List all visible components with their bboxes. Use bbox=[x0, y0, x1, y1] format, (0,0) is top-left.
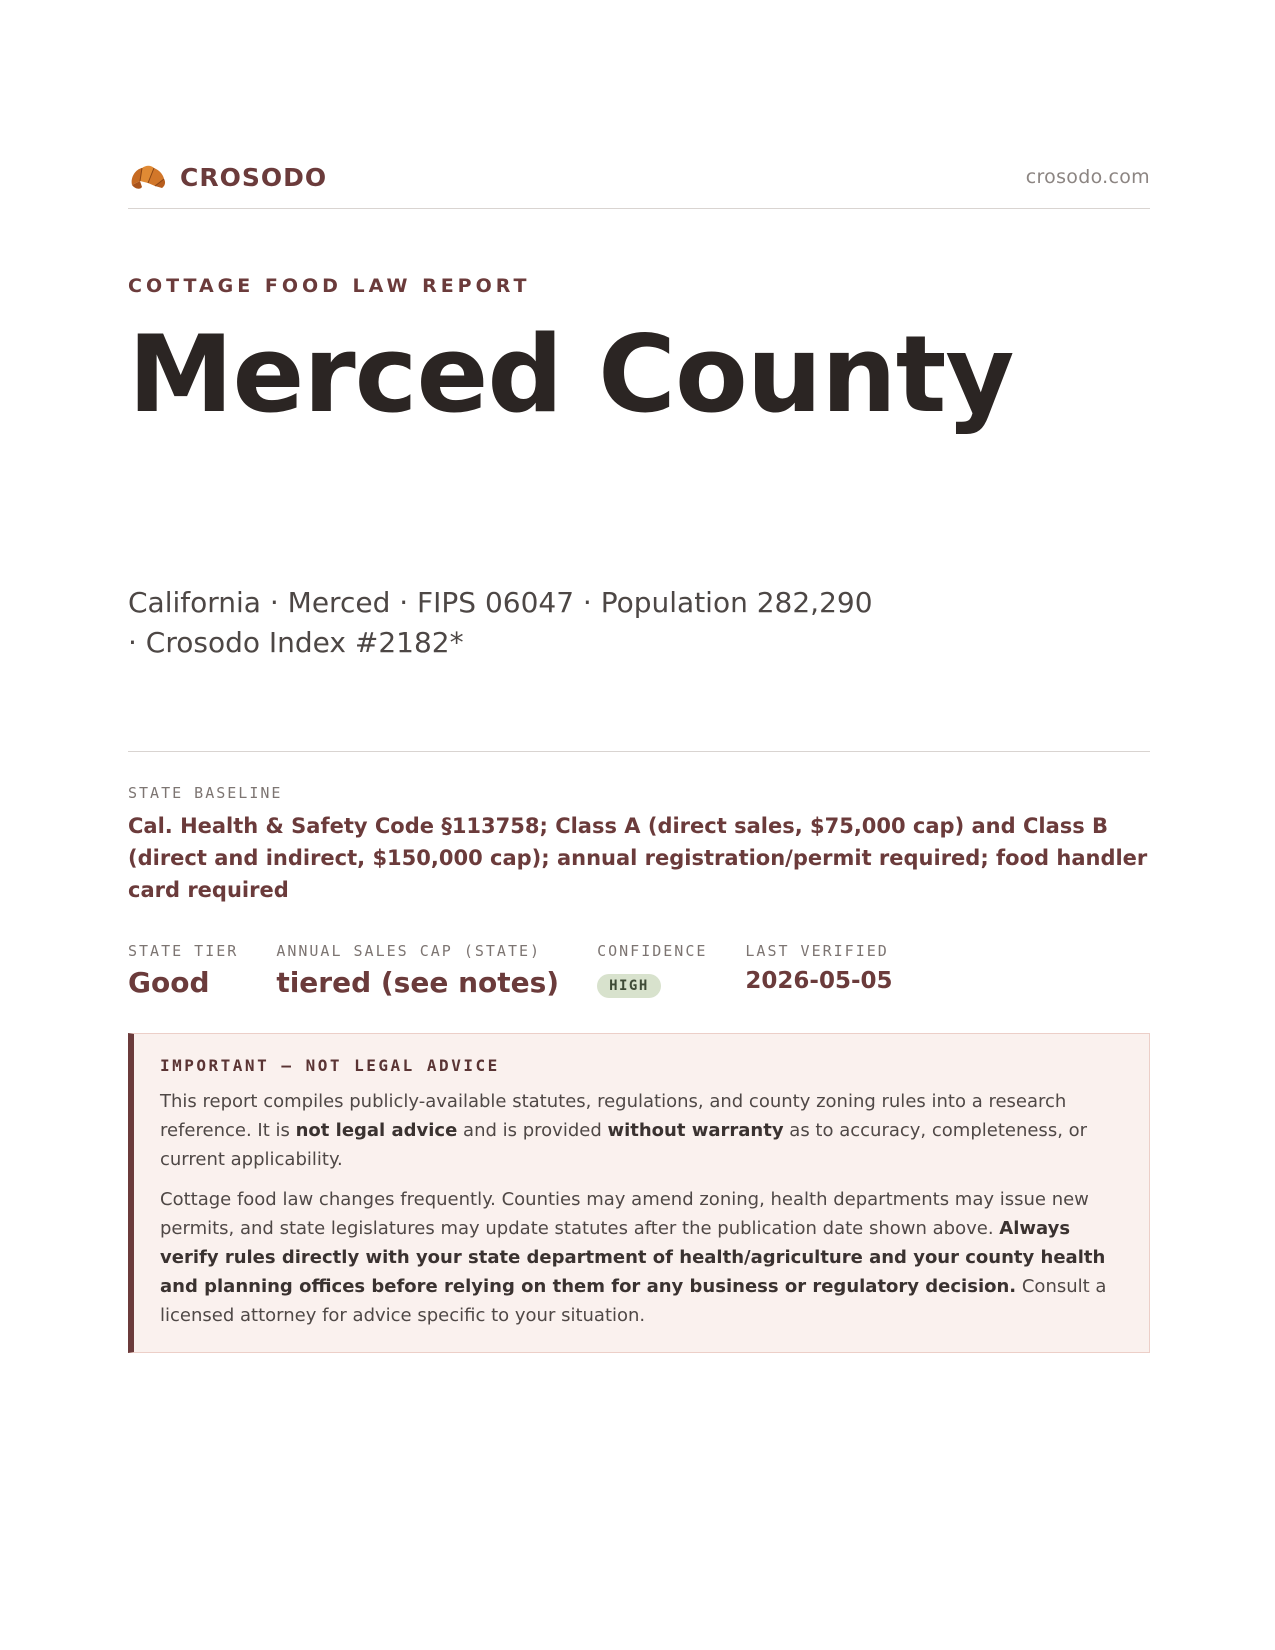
notice-text: as to accuracy, completeness, or current applicability. bbox=[160, 1120, 1088, 1170]
notice-text: Consult a licensed attorney for advice specific to your situation. bbox=[160, 1276, 1107, 1326]
stat-label: STATE TIER bbox=[128, 942, 239, 960]
brand[interactable] bbox=[128, 159, 327, 195]
stat-last-verified bbox=[745, 942, 892, 994]
stat-label: CONFIDENCE bbox=[597, 942, 708, 960]
page-title: Merced County bbox=[128, 313, 1014, 436]
croissant-icon bbox=[128, 159, 168, 195]
stat-state-tier bbox=[128, 942, 238, 999]
state-baseline bbox=[128, 784, 1150, 906]
stat-label: LAST VERIFIED bbox=[745, 942, 889, 960]
notice-emphasis: not legal advice bbox=[295, 1120, 458, 1141]
brand-name: CROSODO bbox=[180, 162, 328, 192]
notice-paragraph bbox=[160, 1185, 1125, 1330]
state-baseline-text: Cal. Health & Safety Code §113758; Class A (direct sales, $75,000 cap) and Class B (direct and indirect, $150,000 cap); annual registration/permit required; food handler card required bbox=[128, 814, 1148, 902]
notice-paragraph bbox=[160, 1087, 1125, 1174]
stat-value: 2026-05-05 bbox=[745, 968, 893, 994]
state-baseline-label: STATE BASELINE bbox=[128, 784, 283, 802]
page-header bbox=[128, 150, 1150, 209]
report-subtitle: California · Merced · FIPS 06047 · Population 282,290 · Crosodo Index #2182* bbox=[128, 586, 873, 659]
stat-label: ANNUAL SALES CAP (STATE) bbox=[276, 942, 542, 960]
stat-value: tiered (see notes) bbox=[276, 966, 560, 999]
section-divider bbox=[128, 751, 1150, 752]
notice-text: This report compiles publicly-available statutes, regulations, and county zoning rules into a research reference. It is bbox=[160, 1091, 1067, 1141]
notice-text: Cottage food law changes frequently. Counties may amend zoning, health departments may issue new permits, and state legislatures may update statutes after the publication date shown above. bbox=[160, 1189, 1089, 1239]
stats-row bbox=[128, 942, 1150, 999]
stat-sales-cap bbox=[276, 942, 559, 999]
site-url[interactable]: crosodo.com bbox=[1025, 166, 1150, 188]
stat-value: Good bbox=[128, 966, 210, 999]
confidence-badge: HIGH bbox=[597, 974, 661, 998]
notice-emphasis: without warranty bbox=[607, 1120, 784, 1141]
notice-text: and is provided bbox=[457, 1120, 608, 1141]
notice-title: IMPORTANT — NOT LEGAL ADVICE bbox=[160, 1056, 500, 1075]
report-eyebrow: COTTAGE FOOD LAW REPORT bbox=[128, 275, 531, 297]
stat-confidence bbox=[597, 942, 707, 998]
notice-emphasis: Always verify rules directly with your state department of health/agriculture and your county health and planning offices before relying on them for any business or regulatory decision. bbox=[160, 1218, 1106, 1297]
report-page bbox=[128, 150, 1150, 1353]
legal-notice bbox=[128, 1033, 1150, 1353]
